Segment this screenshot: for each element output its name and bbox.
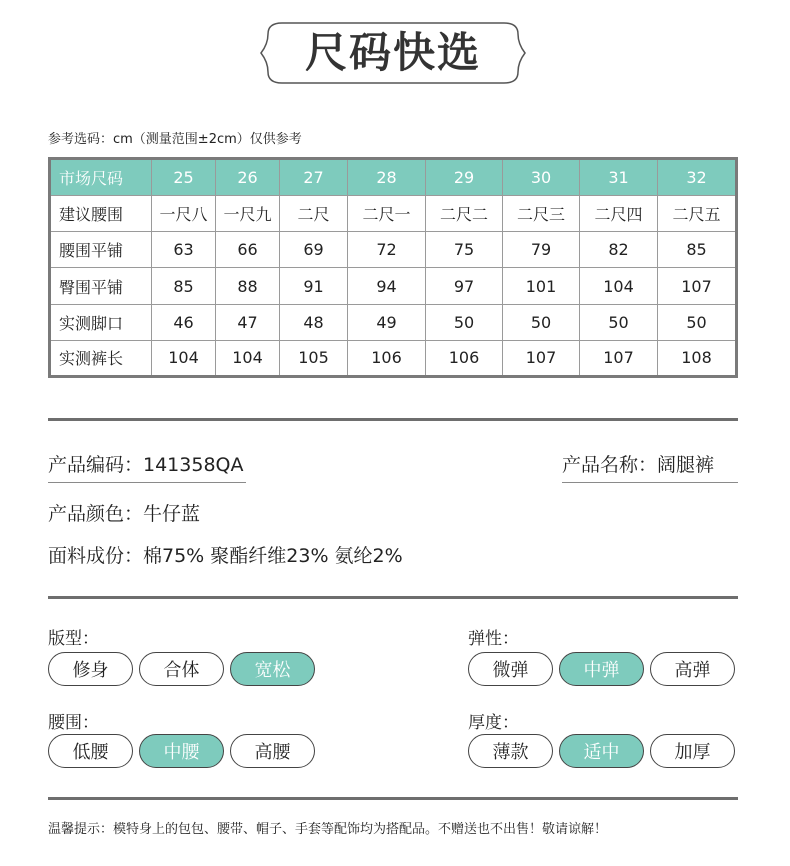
table-cell: 49 (348, 304, 426, 340)
table-cell: 50 (426, 304, 503, 340)
table-row (50, 268, 737, 304)
table-cell: 二尺五 (658, 196, 737, 232)
table-cell: 88 (216, 268, 280, 304)
elasticity-options (468, 652, 735, 686)
elasticity-option-pill: 高弹 (650, 652, 735, 686)
product-color: 产品颜色：牛仔蓝 (48, 503, 201, 525)
section-divider (48, 797, 738, 800)
table-cell: 85 (658, 232, 737, 268)
table-row (50, 304, 737, 340)
thickness-option-pill: 适中 (559, 734, 644, 768)
table-cell: 63 (152, 232, 216, 268)
size-table (48, 157, 738, 378)
table-cell: 104 (152, 340, 216, 376)
fit-option-pill: 修身 (48, 652, 133, 686)
table-cell: 47 (216, 304, 280, 340)
table-header-cell: 27 (280, 159, 348, 196)
table-cell: 105 (280, 340, 348, 376)
product-code-underline (48, 482, 246, 483)
elasticity-label: 弹性： (468, 629, 519, 649)
thickness-options (468, 734, 735, 768)
table-header-cell: 市场尺码 (50, 159, 152, 196)
table-cell: 72 (348, 232, 426, 268)
table-cell: 79 (503, 232, 580, 268)
thickness-option-pill: 薄款 (468, 734, 553, 768)
table-row (50, 196, 737, 232)
table-cell: 101 (503, 268, 580, 304)
product-code: 产品编码：141358QA (48, 454, 244, 476)
table-cell: 一尺九 (216, 196, 280, 232)
table-header-cell: 25 (152, 159, 216, 196)
table-cell: 107 (503, 340, 580, 376)
table-cell: 104 (216, 340, 280, 376)
table-row-label: 实测脚口 (50, 304, 152, 340)
table-cell: 75 (426, 232, 503, 268)
reference-note: 参考选码：cm（测量范围±2cm）仅供参考 (48, 132, 302, 147)
thickness-option-pill: 加厚 (650, 734, 735, 768)
table-header-cell: 30 (503, 159, 580, 196)
table-cell: 二尺 (280, 196, 348, 232)
fit-label: 版型： (48, 629, 99, 649)
table-cell: 二尺四 (580, 196, 658, 232)
table-header-cell: 26 (216, 159, 280, 196)
table-row-label: 建议腰围 (50, 196, 152, 232)
table-header-cell: 32 (658, 159, 737, 196)
table-row-label: 臀围平铺 (50, 268, 152, 304)
table-cell: 107 (580, 340, 658, 376)
table-cell: 50 (658, 304, 737, 340)
thickness-label: 厚度： (468, 713, 519, 733)
table-cell: 二尺三 (503, 196, 580, 232)
footer-note: 温馨提示：模特身上的包包、腰带、帽子、手套等配饰均为搭配品。不赠送也不出售！敬请谅解！ (48, 822, 608, 837)
table-row-label: 腰围平铺 (50, 232, 152, 268)
table-cell: 二尺二 (426, 196, 503, 232)
waist-label: 腰围： (48, 713, 99, 733)
table-row (50, 232, 737, 268)
table-row (50, 340, 737, 376)
page-title: 尺码快选 (304, 28, 481, 77)
table-cell: 一尺八 (152, 196, 216, 232)
fit-option-pill: 宽松 (230, 652, 315, 686)
section-divider (48, 418, 738, 421)
table-cell: 108 (658, 340, 737, 376)
table-header-cell: 29 (426, 159, 503, 196)
elasticity-option-pill: 中弹 (559, 652, 644, 686)
table-cell: 46 (152, 304, 216, 340)
table-cell: 二尺一 (348, 196, 426, 232)
waist-option-pill: 低腰 (48, 734, 133, 768)
table-cell: 94 (348, 268, 426, 304)
table-cell: 107 (658, 268, 737, 304)
table-cell: 91 (280, 268, 348, 304)
waist-options (48, 734, 315, 768)
table-cell: 85 (152, 268, 216, 304)
product-fabric: 面料成份：棉75% 聚酯纤维23% 氨纶2% (48, 545, 403, 567)
table-header-row (50, 159, 737, 196)
table-cell: 69 (280, 232, 348, 268)
table-cell: 82 (580, 232, 658, 268)
table-cell: 106 (426, 340, 503, 376)
table-cell: 50 (503, 304, 580, 340)
fit-options (48, 652, 315, 686)
title-banner (260, 22, 526, 84)
table-cell: 97 (426, 268, 503, 304)
elasticity-option-pill: 微弹 (468, 652, 553, 686)
table-row-label: 实测裤长 (50, 340, 152, 376)
waist-option-pill: 高腰 (230, 734, 315, 768)
table-header-cell: 31 (580, 159, 658, 196)
product-name: 产品名称：阔腿裤 (562, 454, 715, 476)
product-name-underline (562, 482, 738, 483)
table-cell: 106 (348, 340, 426, 376)
table-header-cell: 28 (348, 159, 426, 196)
table-cell: 104 (580, 268, 658, 304)
fit-option-pill: 合体 (139, 652, 224, 686)
waist-option-pill: 中腰 (139, 734, 224, 768)
table-cell: 48 (280, 304, 348, 340)
table-cell: 50 (580, 304, 658, 340)
section-divider (48, 596, 738, 599)
table-cell: 66 (216, 232, 280, 268)
